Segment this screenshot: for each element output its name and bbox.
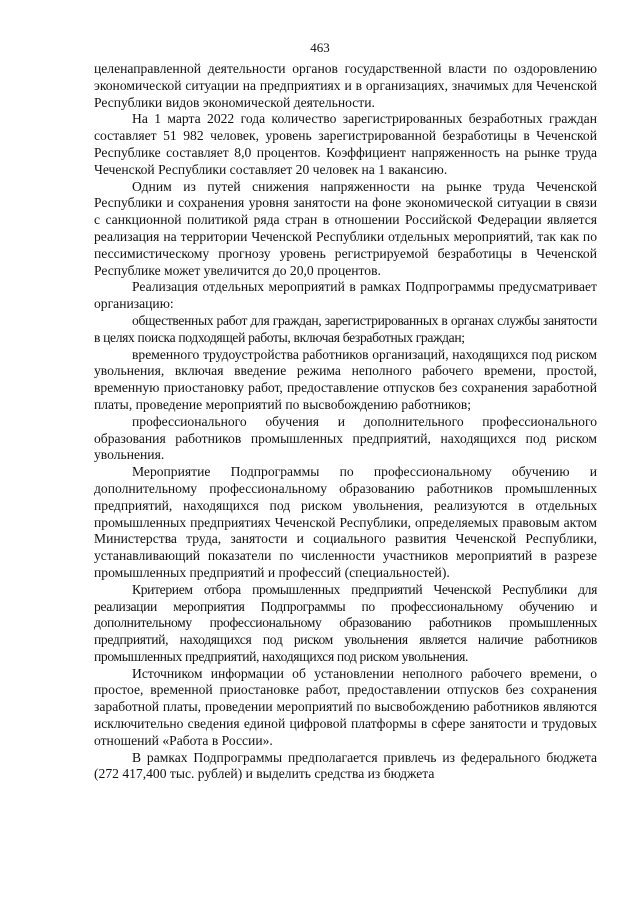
- page-number: 463: [310, 40, 330, 55]
- body-text: [94, 61, 597, 783]
- paragraph-information-source: Источником информации об установлении неполного рабочего времени, о простое, временной приостановке работ, предоставлении отпусков без сохранения заработной платы, проведении мероприятий по высвобождению работников являются исключительно сведения единой цифровой платформы в сфере занятости и трудовых отношений «Работа в России».: [94, 665, 597, 748]
- paragraph-federal-budget: В рамках Подпрограммы предполагается привлечь из федерального бюджета (272 417,400 тыс. рублей) и выделить средства из бюджета: [94, 749, 597, 782]
- paragraph-professional-training: профессионального обучения и дополнительного профессионального образования работников промышленных предприятий, находящихся под риском увольнения.: [94, 413, 597, 463]
- paragraph-reduce-tension: Одним из путей снижения напряженности на рынке труда Чеченской Республики и сохранения уровня занятости на фоне экономической ситуации в связи с санкционной политикой ряда стран в отношении Российской Федерации является реализация на территории Чеченской Республики отдельных мероприятий, так как по пессимистическому прогнозу уровень регистрируемой безработицы в Чеченской Республике может увеличится до 20,0 процентов.: [94, 178, 597, 278]
- paragraph-selection-criterion: Критерием отбора промышленных предприятий Чеченской Республики для реализации мероприятия Подпрограммы по профессиональному обучению и дополнительному профессиональному образованию работников промышленных предприятий, находящихся под риском увольнения является наличие работников промышленных предприятий, находящихся под риском увольнения.: [94, 581, 597, 664]
- paragraph-public-works: общественных работ для граждан, зарегистрированных в органах службы занятости в целях поиска подходящей работы, включая безработных граждан;: [94, 312, 597, 345]
- paragraph-implementation: Реализация отдельных мероприятий в рамках Подпрограммы предусматривает организацию:: [94, 279, 597, 312]
- paragraph-temporary-employment: временного трудоустройства работников организаций, находящихся под риском увольнения, включая введение режима неполного рабочего времени, простой, временную приостановку работ, предоставление отпусков без сохранения заработной платы, проведение мероприятий по высвобождению работников;: [94, 346, 597, 412]
- paragraph-subprogram-measure: Мероприятие Подпрограммы по профессиональному обучению и дополнительному профессиональному образованию работников промышленных предприятий, находящихся под риском увольнения, реализуются в отдельных промышленных предприятиях Чеченской Республики, определяемых правовым актом Министерства труда, занятости и социального развития Чеченской Республики, устанавливающий показатели по численности участников мероприятий в разрезе промышленных предприятий и профессий (специальностей).: [94, 464, 597, 580]
- paragraph-continuation: целенаправленной деятельности органов государственной власти по оздоровлению экономической ситуации на предприятиях и в организациях, значимых для Чеченской Республики видов экономической деятельности.: [94, 61, 597, 110]
- paragraph-unemployment-stats: На 1 марта 2022 года количество зарегистрированных безработных граждан составляет 51 982 человек, уровень зарегистрированной безработицы в Чеченской Республике составляет 8,0 процентов. Коэффициент напряженность на рынке труда Чеченской Республики составляет 20 человек на 1 вакансию.: [94, 111, 597, 177]
